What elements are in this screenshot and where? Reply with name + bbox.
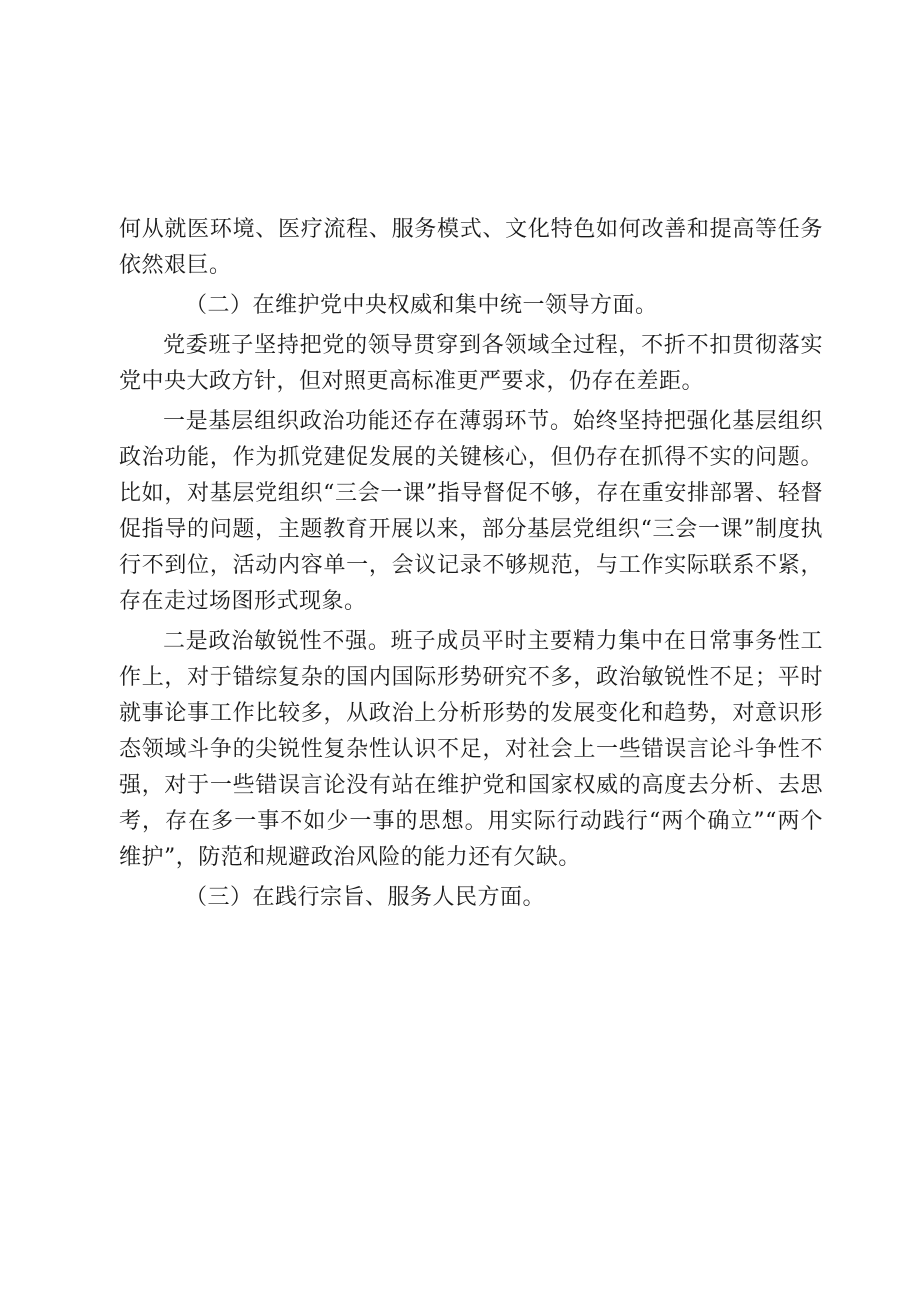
section-heading-two: （二）在维护党中央权威和集中统一领导方面。 <box>185 293 658 318</box>
paragraph-political-sensitivity: 二是政治敏锐性不强。班子成员平时主要精力集中在日常事务性工作上，对于错综复杂的国内国际形势研究不多，政治敏锐性不足；平时就事论事工作比较多，从政治上分析形势的发展变化和趋势，对意识形态领域斗争的尖锐性复杂性认识不足，对社会上一些错误言论斗争性不强，对于一些错误言论没有站在维护党和国家权威的高度去分析、去思考，存在多一事不如少一事的思想。用实际行动践行“两个确立”“两个维护”，防范和规避政治风险的能力还有欠缺。 <box>119 629 823 870</box>
paragraph-continuation: 何从就医环境、医疗流程、服务模式、文化特色如何改善和提高等任务依然艰巨。 <box>119 217 823 278</box>
paragraph-party-leadership: 党委班子坚持把党的领导贯穿到各领域全过程，不折不扣贯彻落实党中央大政方针，但对照更高标准更严要求，仍存在差距。 <box>119 333 823 394</box>
paragraph-grassroots-organization: 一是基层组织政治功能还存在薄弱环节。始终坚持把强化基层组织政治功能，作为抓党建促发展的关键核心，但仍存在抓得不实的问题。比如，对基层党组织“三会一课”指导督促不够，存在重安排部署、轻督促指导的问题，主题教育开展以来，部分基层党组织“三会一课”制度执行不到位，活动内容单一，会议记录不够规范，与工作实际联系不紧，存在走过场图形式现象。 <box>119 409 823 614</box>
document-body <box>119 212 823 916</box>
section-heading-three: （三）在践行宗旨、服务人民方面。 <box>185 885 546 910</box>
